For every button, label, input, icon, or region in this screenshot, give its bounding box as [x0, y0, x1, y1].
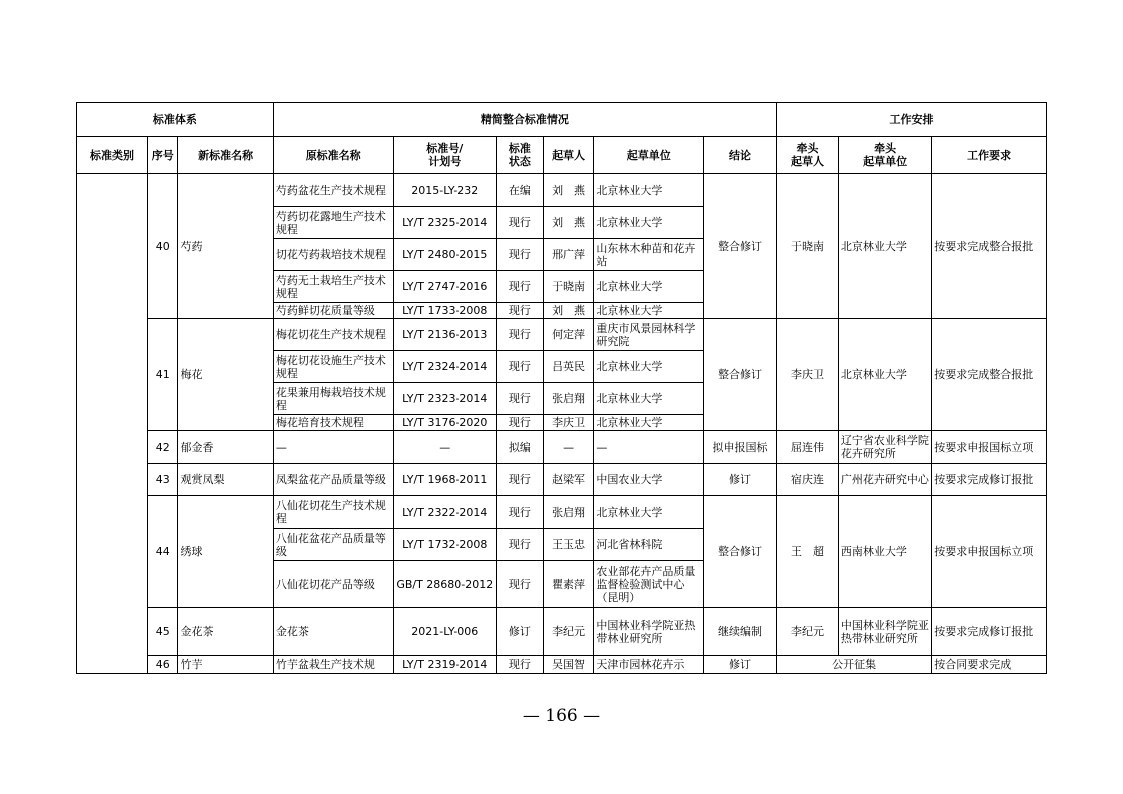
lead-drafter: 于晓南	[777, 174, 839, 319]
standard-status: 现行	[497, 561, 544, 608]
table-row	[77, 431, 1047, 464]
standard-status: 现行	[497, 529, 544, 561]
original-standard-name: 花果兼用梅栽培技术规程	[273, 383, 393, 415]
standard-number: LY/T 3176-2020	[393, 415, 496, 431]
lead-drafter: 李纪元	[777, 608, 839, 656]
drafting-unit: 山东林木种苗和花卉站	[594, 239, 704, 271]
drafting-unit: 北京林业大学	[594, 174, 704, 207]
standard-number: LY/T 2322-2014	[393, 496, 496, 529]
drafter: 刘 燕	[543, 207, 594, 239]
drafting-unit: —	[594, 431, 704, 464]
standard-status: 现行	[497, 496, 544, 529]
seq-cell: 43	[148, 464, 178, 496]
standard-number: LY/T 2319-2014	[393, 656, 496, 674]
drafter: 于晓南	[543, 271, 594, 303]
lead-merged: 公开征集	[777, 656, 932, 674]
column-header: 牵头 起草人	[777, 137, 839, 174]
original-standard-name: 竹芋盆栽生产技术规	[273, 656, 393, 674]
table-row	[77, 656, 1047, 674]
column-header: 工作要求	[932, 137, 1047, 174]
standard-status: 现行	[497, 351, 544, 383]
lead-drafter: 屈连伟	[777, 431, 839, 464]
new-standard-name: 竹芋	[178, 656, 273, 674]
column-header: 起草人	[543, 137, 594, 174]
drafting-unit: 农业部花卉产品质量监督检验测试中心（昆明）	[594, 561, 704, 608]
drafting-unit: 中国林业科学院亚热带林业研究所	[594, 608, 704, 656]
header-group-consolidation: 精简整合标准情况	[273, 103, 776, 137]
work-requirement: 按要求申报国标立项	[932, 496, 1047, 608]
category-cell	[77, 174, 148, 674]
drafter: 吴国智	[543, 656, 594, 674]
original-standard-name: 芍药切花露地生产技术规程	[273, 207, 393, 239]
work-requirement: 按要求申报国标立项	[932, 431, 1047, 464]
drafter: 张启翔	[543, 383, 594, 415]
standards-table	[76, 102, 1047, 674]
standard-number: —	[393, 431, 496, 464]
drafter: 刘 燕	[543, 174, 594, 207]
original-standard-name: 芍药鲜切花质量等级	[273, 303, 393, 319]
drafting-unit: 河北省林科院	[594, 529, 704, 561]
new-standard-name: 金花茶	[178, 608, 273, 656]
lead-unit: 广州花卉研究中心	[838, 464, 931, 496]
header-group-work-arrangement: 工作安排	[777, 103, 1047, 137]
original-standard-name: 芍药无土栽培生产技术规程	[273, 271, 393, 303]
seq-cell: 44	[148, 496, 178, 608]
new-standard-name: 梅花	[178, 319, 273, 431]
column-header: 新标准名称	[178, 137, 273, 174]
original-standard-name: 梅花切花设施生产技术规程	[273, 351, 393, 383]
original-standard-name: 凤梨盆花产品质量等级	[273, 464, 393, 496]
drafter: —	[543, 431, 594, 464]
standard-status: 现行	[497, 383, 544, 415]
standard-number: GB/T 28680-2012	[393, 561, 496, 608]
standard-number: LY/T 1732-2008	[393, 529, 496, 561]
standard-number: LY/T 2480-2015	[393, 239, 496, 271]
lead-drafter: 宿庆连	[777, 464, 839, 496]
new-standard-name: 绣球	[178, 496, 273, 608]
original-standard-name: 梅花切花生产技术规程	[273, 319, 393, 351]
original-standard-name: 芍药盆花生产技术规程	[273, 174, 393, 207]
original-standard-name: 切花芍药栽培技术规程	[273, 239, 393, 271]
column-header-row	[77, 137, 1047, 174]
seq-cell: 45	[148, 608, 178, 656]
drafter: 何定萍	[543, 319, 594, 351]
drafter: 刘 燕	[543, 303, 594, 319]
lead-drafter: 李庆卫	[777, 319, 839, 431]
table-body	[77, 174, 1047, 674]
seq-cell: 46	[148, 656, 178, 674]
drafter: 瞿素萍	[543, 561, 594, 608]
standard-status: 现行	[497, 271, 544, 303]
standard-status: 现行	[497, 656, 544, 674]
seq-cell: 40	[148, 174, 178, 319]
new-standard-name: 芍药	[178, 174, 273, 319]
drafting-unit: 北京林业大学	[594, 383, 704, 415]
original-standard-name: 八仙花盆花产品质量等级	[273, 529, 393, 561]
column-header: 原标准名称	[273, 137, 393, 174]
table-row	[77, 464, 1047, 496]
drafter: 李庆卫	[543, 415, 594, 431]
drafting-unit: 北京林业大学	[594, 415, 704, 431]
work-requirement: 按要求完成整合报批	[932, 174, 1047, 319]
page-number: — 166 —	[522, 706, 601, 726]
lead-drafter: 王 超	[777, 496, 839, 608]
standard-number: 2021-LY-006	[393, 608, 496, 656]
standard-number: LY/T 2324-2014	[393, 351, 496, 383]
drafter: 邢广萍	[543, 239, 594, 271]
original-standard-name: 梅花培育技术规程	[273, 415, 393, 431]
work-requirement: 按要求完成整合报批	[932, 319, 1047, 431]
seq-cell: 42	[148, 431, 178, 464]
lead-unit: 辽宁省农业科学院花卉研究所	[838, 431, 931, 464]
drafting-unit: 北京林业大学	[594, 207, 704, 239]
column-header: 牵头 起草单位	[838, 137, 931, 174]
standard-status: 修订	[497, 608, 544, 656]
standard-status: 现行	[497, 303, 544, 319]
conclusion: 修订	[703, 464, 776, 496]
column-header: 标准号/ 计划号	[393, 137, 496, 174]
standard-number: 2015-LY-232	[393, 174, 496, 207]
seq-cell: 41	[148, 319, 178, 431]
header-group-standard-system: 标准体系	[77, 103, 274, 137]
conclusion: 整合修订	[703, 174, 776, 319]
standard-status: 在编	[497, 174, 544, 207]
standard-status: 现行	[497, 207, 544, 239]
drafter: 吕英民	[543, 351, 594, 383]
standard-status: 现行	[497, 464, 544, 496]
work-requirement: 按要求完成修订报批	[932, 608, 1047, 656]
table-row	[77, 174, 1047, 207]
standard-number: LY/T 2136-2013	[393, 319, 496, 351]
new-standard-name: 郁金香	[178, 431, 273, 464]
conclusion: 继续编制	[703, 608, 776, 656]
lead-unit: 北京林业大学	[838, 174, 931, 319]
original-standard-name: 金花茶	[273, 608, 393, 656]
drafting-unit: 北京林业大学	[594, 496, 704, 529]
standard-status: 现行	[497, 415, 544, 431]
column-header: 起草单位	[594, 137, 704, 174]
drafting-unit: 北京林业大学	[594, 303, 704, 319]
drafter: 赵梁军	[543, 464, 594, 496]
column-header: 序号	[148, 137, 178, 174]
work-requirement: 按合同要求完成	[932, 656, 1047, 674]
standard-number: LY/T 2323-2014	[393, 383, 496, 415]
new-standard-name: 观赏凤梨	[178, 464, 273, 496]
table-row	[77, 496, 1047, 529]
drafter: 王玉忠	[543, 529, 594, 561]
standard-status: 拟编	[497, 431, 544, 464]
column-header: 标准类别	[77, 137, 148, 174]
column-header: 结论	[703, 137, 776, 174]
drafting-unit: 北京林业大学	[594, 351, 704, 383]
drafting-unit: 北京林业大学	[594, 271, 704, 303]
lead-unit: 北京林业大学	[838, 319, 931, 431]
standard-number: LY/T 2325-2014	[393, 207, 496, 239]
drafter: 李纪元	[543, 608, 594, 656]
table-row	[77, 319, 1047, 351]
original-standard-name: 八仙花切花生产技术规程	[273, 496, 393, 529]
lead-unit: 西南林业大学	[838, 496, 931, 608]
table-row	[77, 608, 1047, 656]
standard-status: 现行	[497, 319, 544, 351]
standard-number: LY/T 1733-2008	[393, 303, 496, 319]
conclusion: 修订	[703, 656, 776, 674]
header-group-row	[77, 103, 1047, 137]
original-standard-name: —	[273, 431, 393, 464]
standard-number: LY/T 1968-2011	[393, 464, 496, 496]
conclusion: 整合修订	[703, 496, 776, 608]
drafting-unit: 天津市园林花卉示	[594, 656, 704, 674]
column-header: 标准 状态	[497, 137, 544, 174]
lead-unit: 中国林业科学院亚热带林业研究所	[838, 608, 931, 656]
original-standard-name: 八仙花切花产品等级	[273, 561, 393, 608]
conclusion: 拟申报国标	[703, 431, 776, 464]
standard-number: LY/T 2747-2016	[393, 271, 496, 303]
drafting-unit: 中国农业大学	[594, 464, 704, 496]
standard-status: 现行	[497, 239, 544, 271]
drafting-unit: 重庆市风景园林科学研究院	[594, 319, 704, 351]
drafter: 张启翔	[543, 496, 594, 529]
work-requirement: 按要求完成修订报批	[932, 464, 1047, 496]
conclusion: 整合修订	[703, 319, 776, 431]
